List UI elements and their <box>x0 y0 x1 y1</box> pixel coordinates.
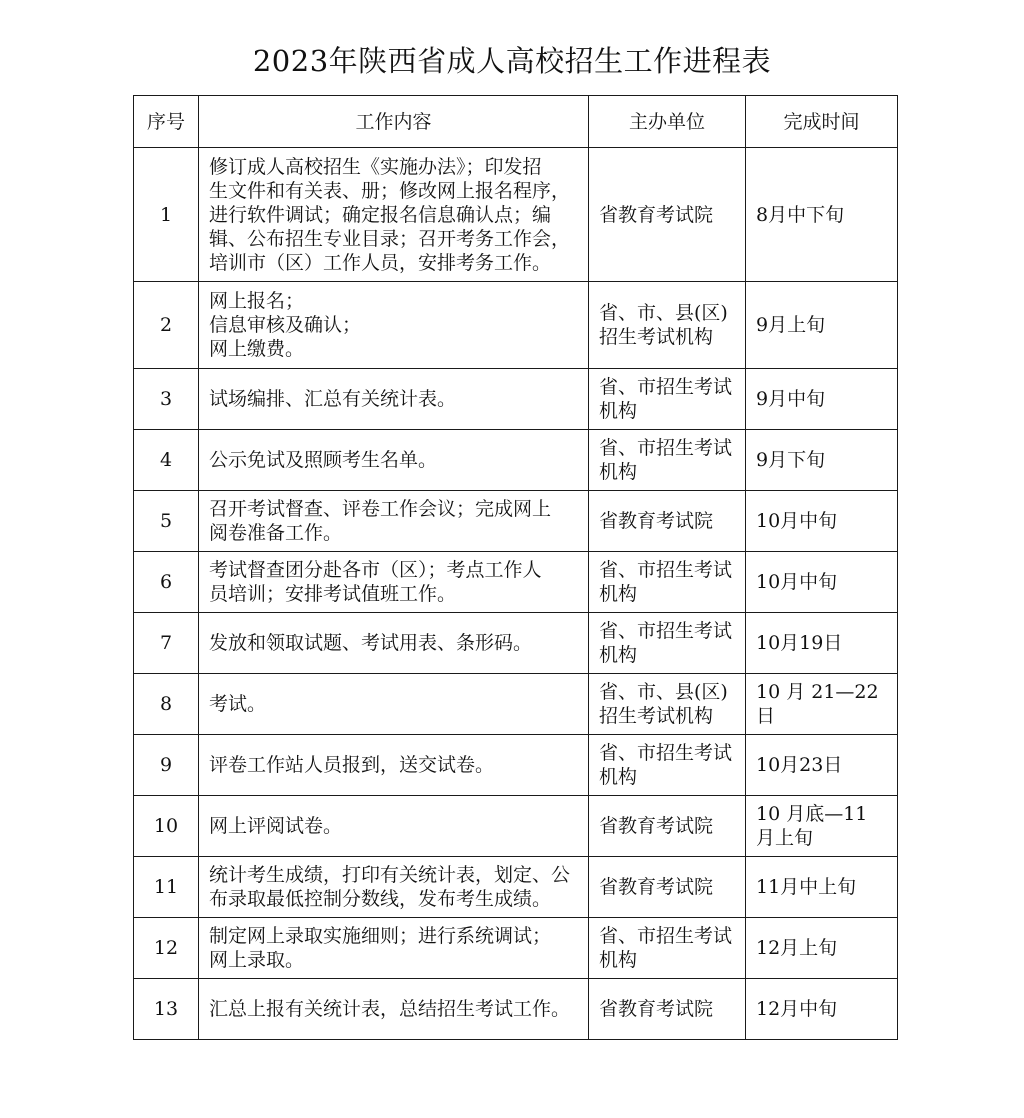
row-organizer: 省、市招生考试 机构 <box>589 369 746 430</box>
row-number: 1 <box>134 148 199 282</box>
row-organizer: 省教育考试院 <box>589 148 746 282</box>
row-task: 统计考生成绩，打印有关统计表，划定、公 布录取最低控制分数线，发布考生成绩。 <box>199 857 589 918</box>
row-number: 5 <box>134 491 199 552</box>
row-deadline: 9月下旬 <box>746 430 898 491</box>
row-task: 评卷工作站人员报到，送交试卷。 <box>199 735 589 796</box>
row-organizer: 省、市招生考试 机构 <box>589 613 746 674</box>
row-number: 7 <box>134 613 199 674</box>
row-deadline: 8月中下旬 <box>746 148 898 282</box>
row-task: 发放和领取试题、考试用表、条形码。 <box>199 613 589 674</box>
row-task: 网上报名； 信息审核及确认； 网上缴费。 <box>199 282 589 369</box>
row-task: 考试。 <box>199 674 589 735</box>
page-title: 2023年陕西省成人高校招生工作进程表 <box>252 44 772 79</box>
row-organizer: 省、市招生考试 机构 <box>589 918 746 979</box>
row-number: 8 <box>134 674 199 735</box>
table-row <box>134 979 898 1040</box>
row-deadline: 10 月 21—22 日 <box>746 674 898 735</box>
header-task: 工作内容 <box>199 96 589 148</box>
table-row <box>134 735 898 796</box>
table-row <box>134 148 898 282</box>
row-organizer: 省教育考试院 <box>589 979 746 1040</box>
table-row <box>134 674 898 735</box>
table-row <box>134 552 898 613</box>
table-row <box>134 857 898 918</box>
row-deadline: 12月中旬 <box>746 979 898 1040</box>
row-task: 召开考试督查、评卷工作会议；完成网上 阅卷准备工作。 <box>199 491 589 552</box>
row-number: 3 <box>134 369 199 430</box>
header-time: 完成时间 <box>746 96 898 148</box>
row-task: 制定网上录取实施细则；进行系统调试； 网上录取。 <box>199 918 589 979</box>
row-number: 4 <box>134 430 199 491</box>
row-task: 网上评阅试卷。 <box>199 796 589 857</box>
row-number: 6 <box>134 552 199 613</box>
row-deadline: 10 月底—11 月上旬 <box>746 796 898 857</box>
row-deadline: 11月中上旬 <box>746 857 898 918</box>
row-number: 10 <box>134 796 199 857</box>
schedule-table <box>133 95 898 1040</box>
row-number: 13 <box>134 979 199 1040</box>
table-row <box>134 430 898 491</box>
header-num: 序号 <box>134 96 199 148</box>
row-organizer: 省、市、县(区) 招生考试机构 <box>589 674 746 735</box>
table-row <box>134 282 898 369</box>
row-organizer: 省教育考试院 <box>589 491 746 552</box>
table-row <box>134 796 898 857</box>
row-number: 9 <box>134 735 199 796</box>
row-organizer: 省、市、县(区) 招生考试机构 <box>589 282 746 369</box>
row-organizer: 省教育考试院 <box>589 796 746 857</box>
row-deadline: 12月上旬 <box>746 918 898 979</box>
row-task: 试场编排、汇总有关统计表。 <box>199 369 589 430</box>
table-row <box>134 918 898 979</box>
row-deadline: 10月23日 <box>746 735 898 796</box>
table-row <box>134 491 898 552</box>
row-number: 12 <box>134 918 199 979</box>
row-number: 11 <box>134 857 199 918</box>
row-organizer: 省、市招生考试 机构 <box>589 735 746 796</box>
row-deadline: 10月19日 <box>746 613 898 674</box>
header-org: 主办单位 <box>589 96 746 148</box>
row-task: 修订成人高校招生《实施办法》；印发招 生文件和有关表、册；修改网上报名程序， 进行软件调试；确定报名信息确认点；编 辑、公布招生专业目录；召开考务工作会， 培训市（区）工作人员，安排考务工作。 <box>199 148 589 282</box>
table-row <box>134 369 898 430</box>
row-deadline: 10月中旬 <box>746 552 898 613</box>
row-task: 考试督查团分赴各市（区）；考点工作人 员培训；安排考试值班工作。 <box>199 552 589 613</box>
table-row <box>134 613 898 674</box>
table-header-row <box>134 96 898 148</box>
row-organizer: 省、市招生考试 机构 <box>589 430 746 491</box>
row-task: 汇总上报有关统计表，总结招生考试工作。 <box>199 979 589 1040</box>
row-organizer: 省、市招生考试 机构 <box>589 552 746 613</box>
row-deadline: 9月上旬 <box>746 282 898 369</box>
row-deadline: 10月中旬 <box>746 491 898 552</box>
row-task: 公示免试及照顾考生名单。 <box>199 430 589 491</box>
row-deadline: 9月中旬 <box>746 369 898 430</box>
row-organizer: 省教育考试院 <box>589 857 746 918</box>
row-number: 2 <box>134 282 199 369</box>
